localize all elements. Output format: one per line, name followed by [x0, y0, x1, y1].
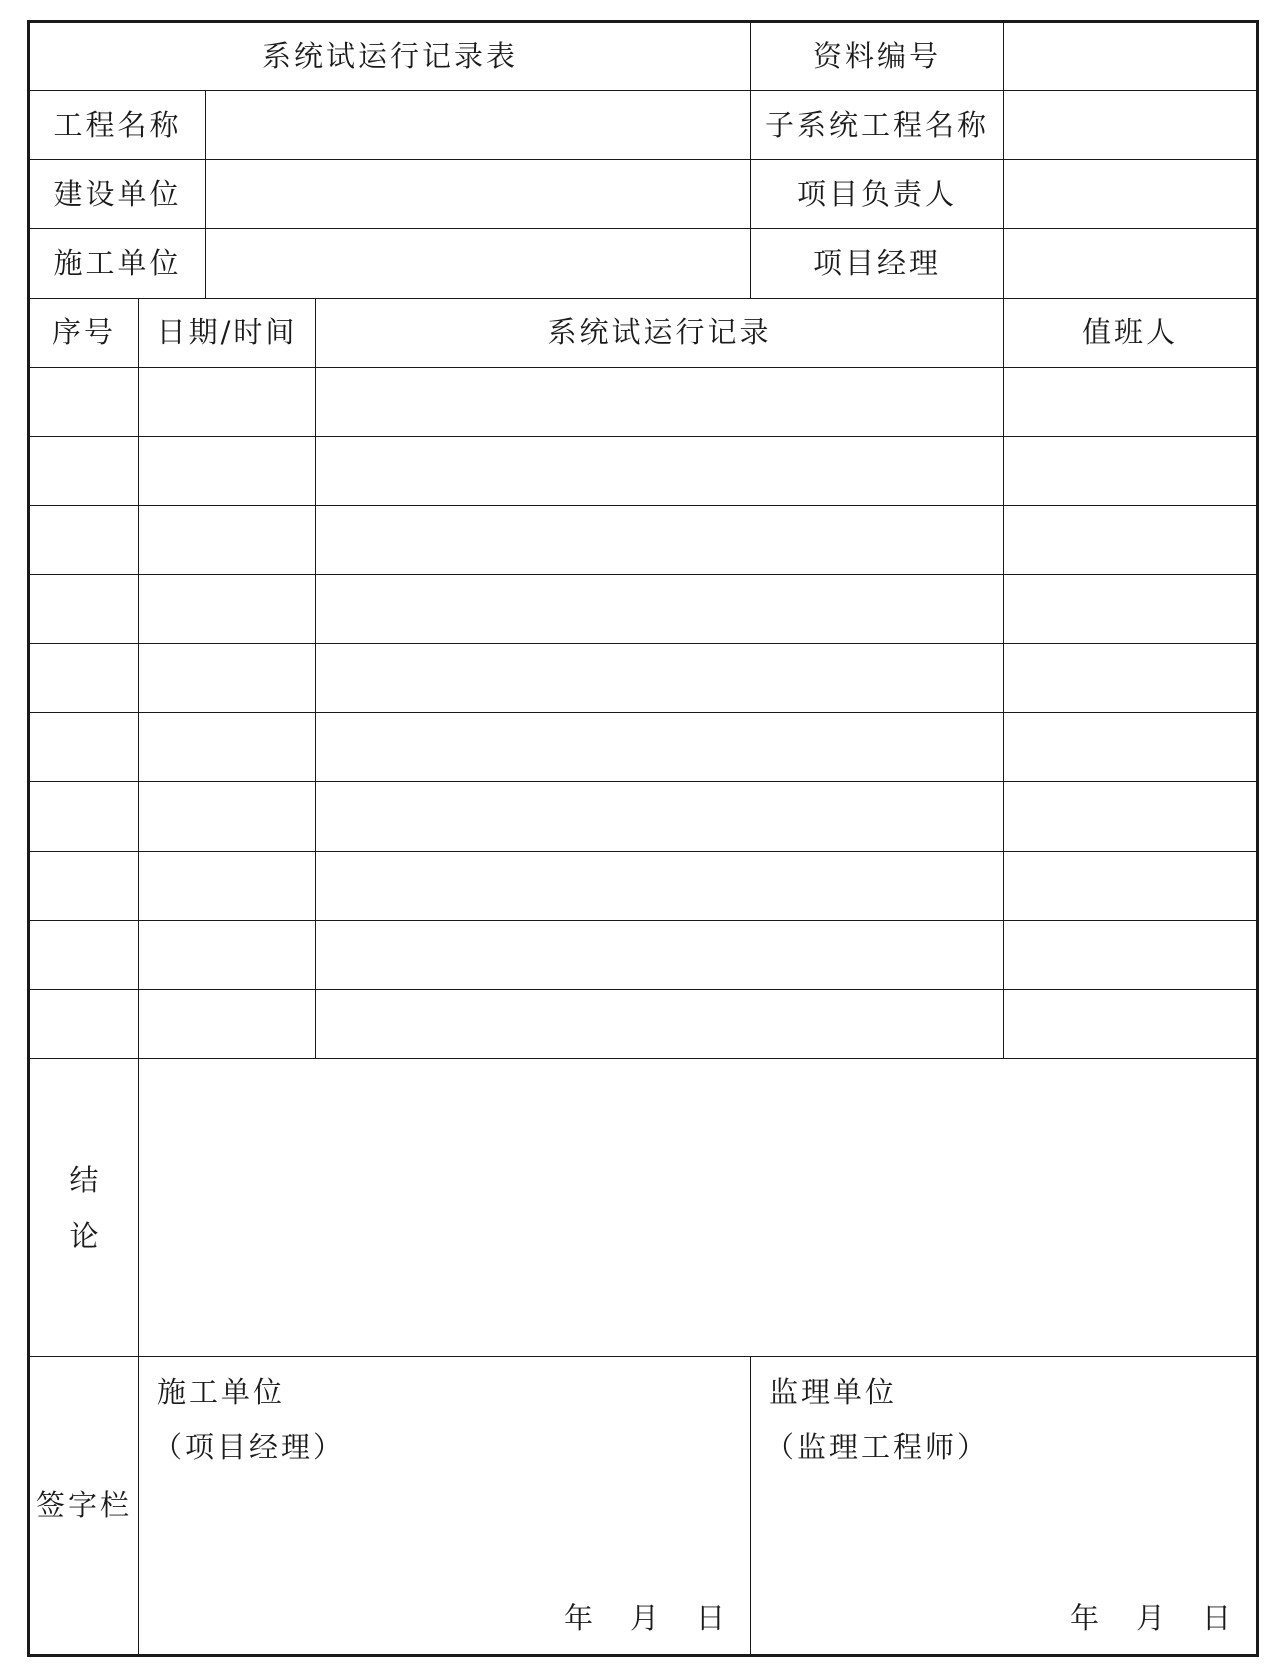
table-row	[29, 713, 1258, 782]
datetime-cell[interactable]	[139, 436, 316, 505]
seq-cell[interactable]	[29, 436, 139, 505]
record-cell[interactable]	[316, 367, 1004, 436]
subsystem-name-field[interactable]	[1004, 91, 1258, 160]
doc-no-label: 资料编号	[751, 22, 1004, 91]
duty-person-cell[interactable]	[1004, 989, 1258, 1058]
table-row	[29, 505, 1258, 574]
project-lead-field[interactable]	[1004, 160, 1258, 229]
datetime-cell[interactable]	[139, 920, 316, 989]
contractor-signature-cell-block	[139, 1357, 750, 1654]
duty-person-cell[interactable]	[1004, 851, 1258, 920]
project-lead-label: 项目负责人	[751, 160, 1004, 229]
contractor-signature-cell-role: （项目经理）	[153, 1430, 346, 1465]
date-month-label: 月	[1136, 1601, 1169, 1636]
header-seq: 序号	[29, 298, 139, 367]
duty-person-cell[interactable]	[1004, 920, 1258, 989]
datetime-cell[interactable]	[139, 782, 316, 851]
builder-label: 建设单位	[29, 160, 206, 229]
seq-cell[interactable]	[29, 920, 139, 989]
datetime-cell[interactable]	[139, 575, 316, 644]
duty-person-cell[interactable]	[1004, 367, 1258, 436]
supervisor-signature-cell-role: （监理工程师）	[765, 1430, 990, 1465]
record-cell[interactable]	[316, 505, 1004, 574]
table-row	[29, 989, 1258, 1058]
record-cell[interactable]	[316, 920, 1004, 989]
header-record: 系统试运行记录	[316, 298, 1004, 367]
table-row	[29, 367, 1258, 436]
duty-person-cell[interactable]	[1004, 644, 1258, 713]
conclusion-label-text: 结论	[69, 1162, 99, 1253]
table-row	[29, 920, 1258, 989]
contractor-signature-cell[interactable]	[139, 1357, 751, 1656]
seq-cell[interactable]	[29, 575, 139, 644]
table-row	[29, 575, 1258, 644]
datetime-cell[interactable]	[139, 989, 316, 1058]
datetime-cell[interactable]	[139, 644, 316, 713]
subsystem-name-label: 子系统工程名称	[751, 91, 1004, 160]
conclusion-label	[29, 1058, 139, 1357]
project-name-label: 工程名称	[29, 91, 206, 160]
record-cell[interactable]	[316, 989, 1004, 1058]
record-cell[interactable]	[316, 644, 1004, 713]
project-name-field[interactable]	[206, 91, 751, 160]
date-year-label: 年	[564, 1601, 597, 1636]
seq-cell[interactable]	[29, 367, 139, 436]
supervisor-signature-cell-title: 监理单位	[769, 1375, 898, 1410]
record-cell[interactable]	[316, 713, 1004, 782]
table-row	[29, 644, 1258, 713]
duty-person-cell[interactable]	[1004, 505, 1258, 574]
doc-no-field[interactable]	[1004, 22, 1258, 91]
date-month-label: 月	[630, 1601, 663, 1636]
seq-cell[interactable]	[29, 851, 139, 920]
contractor-field[interactable]	[206, 229, 751, 298]
contractor-signature-cell-title: 施工单位	[157, 1375, 286, 1410]
table-row	[29, 851, 1258, 920]
datetime-cell[interactable]	[139, 851, 316, 920]
signature-label: 签字栏	[29, 1357, 139, 1656]
record-cell[interactable]	[316, 782, 1004, 851]
seq-cell[interactable]	[29, 782, 139, 851]
record-cell[interactable]	[316, 851, 1004, 920]
datetime-cell[interactable]	[139, 505, 316, 574]
record-cell[interactable]	[316, 575, 1004, 644]
date-day-label: 日	[1202, 1601, 1235, 1636]
date-year-label: 年	[1070, 1601, 1103, 1636]
seq-cell[interactable]	[29, 713, 139, 782]
contractor-label: 施工单位	[29, 229, 206, 298]
duty-person-cell[interactable]	[1004, 713, 1258, 782]
record-cell[interactable]	[316, 436, 1004, 505]
duty-person-cell[interactable]	[1004, 575, 1258, 644]
seq-cell[interactable]	[29, 644, 139, 713]
builder-field[interactable]	[206, 160, 751, 229]
table-row	[29, 436, 1258, 505]
duty-person-cell[interactable]	[1004, 436, 1258, 505]
conclusion-field[interactable]	[139, 1058, 1258, 1357]
project-manager-field[interactable]	[1004, 229, 1258, 298]
seq-cell[interactable]	[29, 505, 139, 574]
contractor-signature-cell-date	[530, 1601, 728, 1636]
supervisor-signature-cell[interactable]	[751, 1357, 1258, 1656]
header-duty-person: 值班人	[1004, 298, 1258, 367]
duty-person-cell[interactable]	[1004, 782, 1258, 851]
datetime-cell[interactable]	[139, 367, 316, 436]
supervisor-signature-cell-date	[1036, 1601, 1234, 1636]
supervisor-signature-cell-block	[751, 1357, 1256, 1654]
seq-cell[interactable]	[29, 989, 139, 1058]
form-title: 系统试运行记录表	[29, 22, 751, 91]
system-trial-run-record-form	[27, 20, 1259, 1657]
project-manager-label: 项目经理	[751, 229, 1004, 298]
datetime-cell[interactable]	[139, 713, 316, 782]
table-row	[29, 782, 1258, 851]
header-datetime: 日期/时间	[139, 298, 316, 367]
date-day-label: 日	[696, 1601, 729, 1636]
